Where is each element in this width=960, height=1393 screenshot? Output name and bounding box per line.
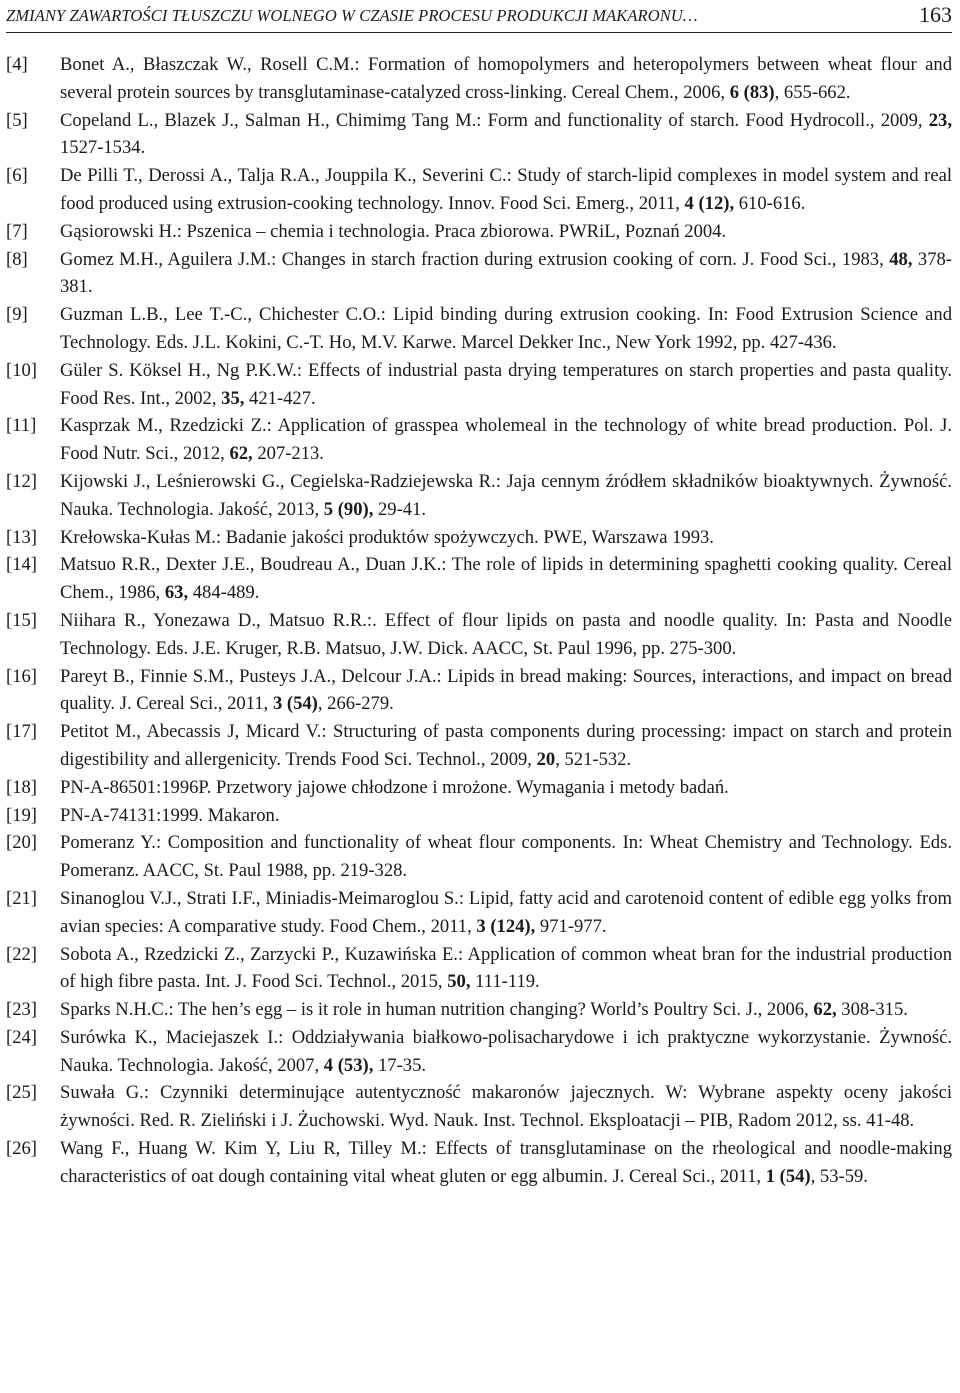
reference-item xyxy=(6,524,952,552)
reference-text xyxy=(60,885,952,941)
reference-item xyxy=(6,246,952,302)
reference-segment: Krełowska-Kułas M.: Badanie jakości produktów spożywczych. PWE, Warszawa 1993. xyxy=(60,526,714,548)
reference-text xyxy=(60,802,952,830)
reference-segment: 378-381. xyxy=(60,248,952,298)
reference-text xyxy=(60,1024,952,1080)
reference-text xyxy=(60,996,952,1024)
reference-item xyxy=(6,468,952,524)
reference-text xyxy=(60,51,952,107)
reference-text xyxy=(60,246,952,302)
reference-number: [19] xyxy=(6,804,37,826)
reference-volume: 50, xyxy=(447,971,471,993)
reference-segment: Kasprzak M., Rzedzicki Z.: Application of grasspea wholemeal in the technology of white bread production. Pol. J. Food Nutr. Sci., 2012, xyxy=(60,415,952,465)
reference-volume: 3 (54) xyxy=(272,693,318,715)
reference-number: [14] xyxy=(6,554,37,576)
reference-volume: 48, xyxy=(889,248,913,270)
reference-segment: Matsuo R.R., Dexter J.E., Boudreau A., Duan J.K.: The role of lipids in determining spaghetti cooking quality. Cereal Chem., 1986, xyxy=(60,554,952,604)
reference-segment: PN-A-86501:1996P. Przetwory jajowe chłodzone i mrożone. Wymagania i metody badań. xyxy=(60,776,729,798)
reference-text xyxy=(60,301,952,357)
reference-segment: Copeland L., Blazek J., Salman H., Chimimg Tang M.: Form and functionality of starch. Food Hydrocoll., 2009, xyxy=(60,109,929,131)
reference-text xyxy=(60,107,952,163)
reference-text xyxy=(60,1079,952,1135)
reference-segment: 308-315. xyxy=(836,999,908,1021)
reference-number: [11] xyxy=(6,415,37,437)
reference-item xyxy=(6,885,952,941)
reference-segment: 17-35. xyxy=(373,1054,427,1076)
reference-volume: 5 (90), xyxy=(323,498,374,520)
reference-text xyxy=(60,941,952,997)
reference-text xyxy=(60,218,952,246)
reference-volume: 20 xyxy=(536,748,556,770)
reference-number: [6] xyxy=(6,165,28,187)
reference-segment: Suwała G.: Czynniki determinujące autentyczność makaronów jajecznych. W: Wybrane aspekty oceny jakości żywności. Red. R. Zieliński i J. Żuchowski. Wyd. Nauk. Inst. Technol. Eksploatacji – PIB, Radom 2012, ss. 41-48. xyxy=(60,1082,952,1132)
reference-item xyxy=(6,718,952,774)
reference-item xyxy=(6,357,952,413)
reference-segment: 29-41. xyxy=(373,498,427,520)
reference-number: [25] xyxy=(6,1082,37,1104)
reference-text xyxy=(60,162,952,218)
reference-segment: Pareyt B., Finnie S.M., Pusteys J.A., Delcour J.A.: Lipids in bread making: Sources, interactions, and impact on bread quality. J. Cereal Sci., 2011, xyxy=(60,665,952,715)
reference-volume: 6 (83) xyxy=(729,81,775,103)
reference-text xyxy=(60,524,952,552)
reference-text xyxy=(60,718,952,774)
reference-number: [20] xyxy=(6,832,37,854)
reference-number: [18] xyxy=(6,776,37,798)
reference-volume: 4 (12), xyxy=(684,192,735,214)
reference-item xyxy=(6,51,952,107)
reference-segment: De Pilli T., Derossi A., Talja R.A., Jouppila K., Severini C.: Study of starch-lipid complexes in model system and real food produced using extrusion-cooking technology. Innov. Food Sci. Emerg., 2011, xyxy=(60,165,952,214)
reference-item xyxy=(6,1024,952,1080)
reference-item xyxy=(6,996,952,1024)
reference-segment: 207-213. xyxy=(252,443,324,465)
reference-number: [15] xyxy=(6,609,37,631)
page-header xyxy=(6,2,952,33)
reference-segment: Wang F., Huang W. Kim Y, Liu R, Tilley M.: Effects of transglutaminase on the rheological and noodle-making characteristics of oat dough containing vital wheat gluten or egg albumin. J. Cereal Sci., 2011, xyxy=(60,1138,952,1187)
reference-number: [24] xyxy=(6,1026,37,1048)
reference-item xyxy=(6,829,952,885)
reference-item xyxy=(6,162,952,218)
reference-segment: Surówka K., Maciejaszek I.: Oddziaływania białkowo-polisacharydowe i ich praktyczne wykorzystanie. Żywność. Nauka. Technologia. Jakość, 2007, xyxy=(60,1026,952,1076)
reference-volume: 23, xyxy=(928,109,952,131)
reference-item xyxy=(6,607,952,663)
reference-item xyxy=(6,412,952,468)
reference-number: [5] xyxy=(6,109,28,131)
reference-item xyxy=(6,551,952,607)
reference-segment: Sinanoglou V.J., Strati I.F., Miniadis-Meimaroglou S.: Lipid, fatty acid and carotenoid content of edible egg yolks from avian species: A comparative study. Food Chem., 2011, xyxy=(60,887,952,937)
reference-segment: Güler S. Köksel H., Ng P.K.W.: Effects of industrial pasta drying temperatures on starch properties and pasta quality. Food Res. Int., 2002, xyxy=(60,359,952,409)
reference-list xyxy=(6,51,952,1191)
reference-number: [16] xyxy=(6,665,37,687)
reference-item xyxy=(6,107,952,163)
page-number: 163 xyxy=(919,2,952,27)
reference-segment: , 521-532. xyxy=(555,748,632,770)
reference-text xyxy=(60,357,952,413)
reference-segment: 1527-1534. xyxy=(60,137,146,159)
reference-number: [12] xyxy=(6,470,37,492)
reference-text xyxy=(60,774,952,802)
reference-text xyxy=(60,663,952,719)
reference-number: [26] xyxy=(6,1138,37,1160)
reference-text xyxy=(60,551,952,607)
reference-number: [4] xyxy=(6,54,28,75)
reference-item xyxy=(6,663,952,719)
reference-segment: , 655-662. xyxy=(774,81,851,103)
reference-segment: PN-A-74131:1999. Makaron. xyxy=(60,804,280,826)
reference-number: [13] xyxy=(6,526,37,548)
reference-number: [17] xyxy=(6,721,37,743)
reference-segment: Gomez M.H., Aguilera J.M.: Changes in starch fraction during extrusion cooking of corn. J. Food Sci., 1983, xyxy=(60,248,890,270)
reference-number: [22] xyxy=(6,943,37,965)
reference-number: [7] xyxy=(6,220,28,242)
reference-text xyxy=(60,468,952,524)
reference-volume: 35, xyxy=(221,387,245,409)
reference-segment: , 53-59. xyxy=(810,1165,868,1187)
reference-item xyxy=(6,1079,952,1135)
reference-number: [21] xyxy=(6,887,37,909)
reference-item xyxy=(6,774,952,802)
reference-segment: 421-427. xyxy=(244,387,316,409)
reference-item xyxy=(6,301,952,357)
reference-volume: 62, xyxy=(229,443,253,465)
reference-text xyxy=(60,1135,952,1191)
reference-segment: 971-977. xyxy=(535,915,607,937)
reference-segment: Pomeranz Y.: Composition and functionality of wheat flour components. In: Wheat Chemistry and Technology. Eds. Pomeranz. AACC, St. Paul 1988, pp. 219-328. xyxy=(60,832,952,882)
reference-segment: Guzman L.B., Lee T.-C., Chichester C.O.: Lipid binding during extrusion cooking. In: Food Extrusion Science and Technology. Eds. J.L. Kokini, C.-T. Ho, M.V. Karwe. Marcel Dekker Inc., New York 1992, pp. 427-436. xyxy=(60,304,952,353)
reference-volume: 1 (54) xyxy=(765,1165,811,1187)
reference-segment: Petitot M., Abecassis J, Micard V.: Structuring of pasta components during processing: impact on starch and protein digestibility and allergenicity. Trends Food Sci. Technol., 2009, xyxy=(60,721,952,770)
reference-number: [10] xyxy=(6,359,37,381)
reference-text xyxy=(60,829,952,885)
reference-volume: 63, xyxy=(164,582,189,604)
reference-text xyxy=(60,412,952,468)
reference-segment: 484-489. xyxy=(188,582,260,604)
reference-number: [9] xyxy=(6,304,28,326)
reference-number: [23] xyxy=(6,999,37,1021)
reference-segment: 610-616. xyxy=(734,192,806,214)
reference-segment: Niihara R., Yonezawa D., Matsuo R.R.:. Effect of flour lipids on pasta and noodle quality. In: Pasta and Noodle Technology. Eds. J.E. Kruger, R.B. Matsuo, J.W. Dick. AACC, St. Paul 1996, pp. 275-300. xyxy=(60,609,952,659)
reference-item xyxy=(6,218,952,246)
reference-item xyxy=(6,1135,952,1191)
reference-item xyxy=(6,941,952,997)
reference-segment: Sparks N.H.C.: The hen’s egg – is it role in human nutrition changing? World’s Poultry Sci. J., 2006, xyxy=(60,999,814,1021)
reference-segment: Kijowski J., Leśnierowski G., Cegielska-Radziejewska R.: Jaja cennym źródłem składników bioaktywnych. Żywność. Nauka. Technologia. Jakość, 2013, xyxy=(60,470,952,520)
reference-volume: 4 (53), xyxy=(323,1054,374,1076)
reference-number: [8] xyxy=(6,248,28,270)
reference-segment: 111-119. xyxy=(470,971,540,993)
reference-segment: , 266-279. xyxy=(317,693,394,715)
reference-segment: Bonet A., Błaszczak W., Rosell C.M.: Formation of homopolymers and heteropolymers between wheat flour and several protein sources by transglutaminase-catalyzed cross-linking. Cereal Chem., 2006, xyxy=(60,54,952,103)
running-title: ZMIANY ZAWARTOŚCI TŁUSZCZU WOLNEGO W CZASIE PROCESU PRODUKCJI MAKARONU… xyxy=(6,6,698,25)
reference-item xyxy=(6,802,952,830)
reference-segment: Sobota A., Rzedzicki Z., Zarzycki P., Kuzawińska E.: Application of common wheat bran for the industrial production of high fibre pasta. Int. J. Food Sci. Technol., 2015, xyxy=(60,943,952,993)
reference-volume: 3 (124), xyxy=(476,915,536,937)
reference-volume: 62, xyxy=(813,999,837,1021)
reference-text xyxy=(60,607,952,663)
reference-segment: Gąsiorowski H.: Pszenica – chemia i technologia. Praca zbiorowa. PWRiL, Poznań 2004. xyxy=(60,220,727,242)
